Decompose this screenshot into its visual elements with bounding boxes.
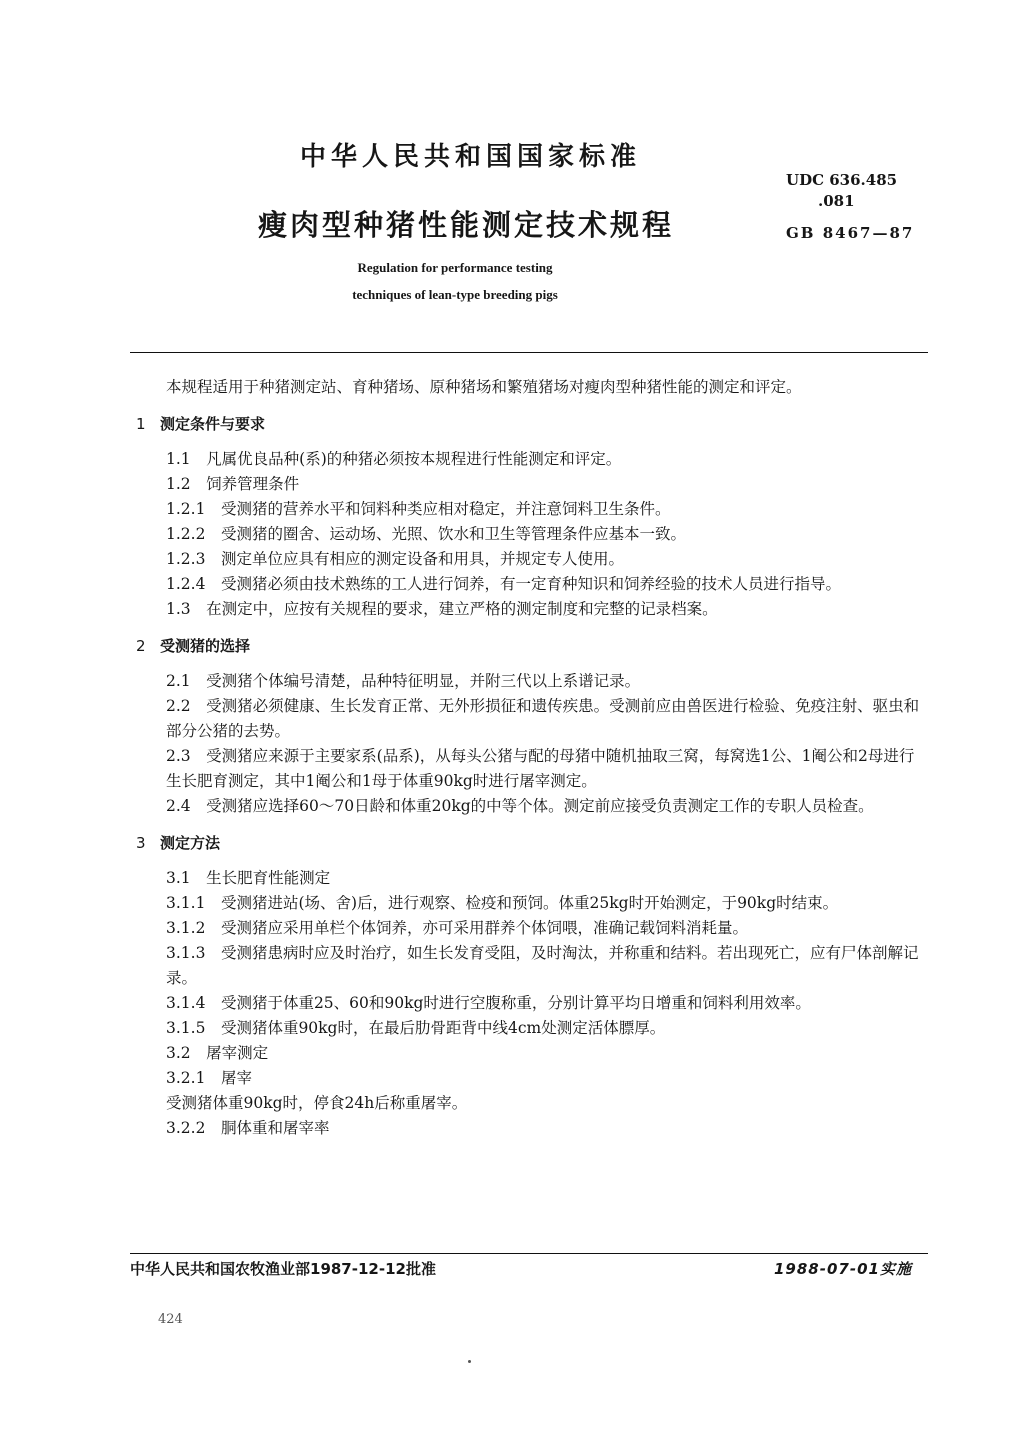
- standard-title: 中华人民共和国国家标准: [300, 142, 642, 172]
- clause: 3.2 屠宰测定: [166, 1044, 269, 1062]
- clause: 1.1 凡属优良品种(系)的种猪必须按本规程进行性能测定和评定。: [166, 450, 622, 468]
- scan-speck: [468, 1360, 471, 1363]
- section-heading: [136, 634, 926, 659]
- clause: 2.2 受测猪必须健康、生长发育正常、无外形损征和遗传疾患。受测前应由兽医进行检验、免疫注射、驱虫和部分公猪的去势。: [166, 697, 920, 740]
- clause: 3.1.5 受测猪体重90kg时，在最后肋骨距背中线4cm处测定活体膘厚。: [166, 1019, 666, 1037]
- approval-note: 中华人民共和国农牧渔业部1987-12-12批准: [130, 1260, 436, 1278]
- section-title: 测定方法: [160, 834, 221, 852]
- clause: 2.3 受测猪应来源于主要家系(品系)，从每头公猪与配的母猪中随机抽取三窝，每窝选1公、1阉公和2母进行生长肥育测定，其中1阉公和1母于体重90kg时进行屠宰测定。: [166, 747, 915, 790]
- document-body: [136, 375, 926, 1141]
- clause: 1.3 在测定中，应按有关规程的要求，建立严格的测定制度和完整的记录档案。: [166, 600, 718, 618]
- clause: 3.1 生长肥育性能测定: [166, 869, 331, 887]
- gb-code: GB 8467—87: [786, 224, 915, 242]
- clause: 3.1.4 受测猪于体重25、60和90kg时进行空腹称重，分别计算平均日增重和饲料利用效率。: [166, 994, 811, 1012]
- section-number: 1: [136, 415, 146, 433]
- section-heading: [136, 831, 926, 856]
- section-title: 受测猪的选择: [160, 637, 251, 655]
- clause: 1.2 饲养管理条件: [166, 475, 300, 493]
- section-number: 2: [136, 637, 146, 655]
- clause: 3.1.2 受测猪应采用单栏个体饲养，亦可采用群养个体饲喂，准确记载饲料消耗量。: [166, 919, 748, 937]
- intro-paragraph: 本规程适用于种猪测定站、育种猪场、原种猪场和繁殖猪场对瘦肉型种猪性能的测定和评定。: [166, 378, 802, 396]
- udc-line-2: .081: [818, 192, 855, 210]
- clause: 3.2.1 屠宰: [166, 1069, 252, 1087]
- clause: 1.2.1 受测猪的营养水平和饲料种类应相对稳定，并注意饲料卫生条件。: [166, 500, 671, 518]
- clause: 受测猪体重90kg时，停食24h后称重屠宰。: [166, 1094, 468, 1112]
- document-title: 瘦肉型种猪性能测定技术规程: [258, 208, 675, 242]
- english-title-line-1: Regulation for performance testing: [357, 260, 553, 275]
- udc-code: [786, 170, 897, 212]
- english-title-line-2: techniques of lean-type breeding pigs: [352, 287, 558, 302]
- clause: 3.1.3 受测猪患病时应及时治疗，如生长发育受阻，及时淘汰，并称重和结料。若出现死亡，应有尸体剖解记录。: [166, 944, 919, 987]
- page-number: 424: [158, 1312, 183, 1327]
- section-number: 3: [136, 834, 146, 852]
- section-heading: [136, 412, 926, 437]
- clause: 3.1.1 受测猪进站(场、舍)后，进行观察、检疫和预饲。体重25kg时开始测定，于90kg时结束。: [166, 894, 839, 912]
- clause: 1.2.4 受测猪必须由技术熟练的工人进行饲养，有一定育种知识和饲养经验的技术人员进行指导。: [166, 575, 841, 593]
- effective-date: 1988-07-01实施: [774, 1260, 912, 1278]
- udc-line-1: UDC 636.485: [786, 171, 898, 189]
- header-divider: [130, 352, 928, 353]
- section-title: 测定条件与要求: [160, 415, 266, 433]
- clause: 2.4 受测猪应选择60～70日龄和体重20kg的中等个体。测定前应接受负责测定工作的专职人员检查。: [166, 797, 874, 815]
- clause: 1.2.2 受测猪的圈舍、运动场、光照、饮水和卫生等管理条件应基本一致。: [166, 525, 686, 543]
- clause: 1.2.3 测定单位应具有相应的测定设备和用具，并规定专人使用。: [166, 550, 624, 568]
- clause: 3.2.2 胴体重和屠宰率: [166, 1119, 330, 1137]
- footer-divider: [130, 1253, 928, 1254]
- clause: 2.1 受测猪个体编号清楚，品种特征明显，并附三代以上系谱记录。: [166, 672, 641, 690]
